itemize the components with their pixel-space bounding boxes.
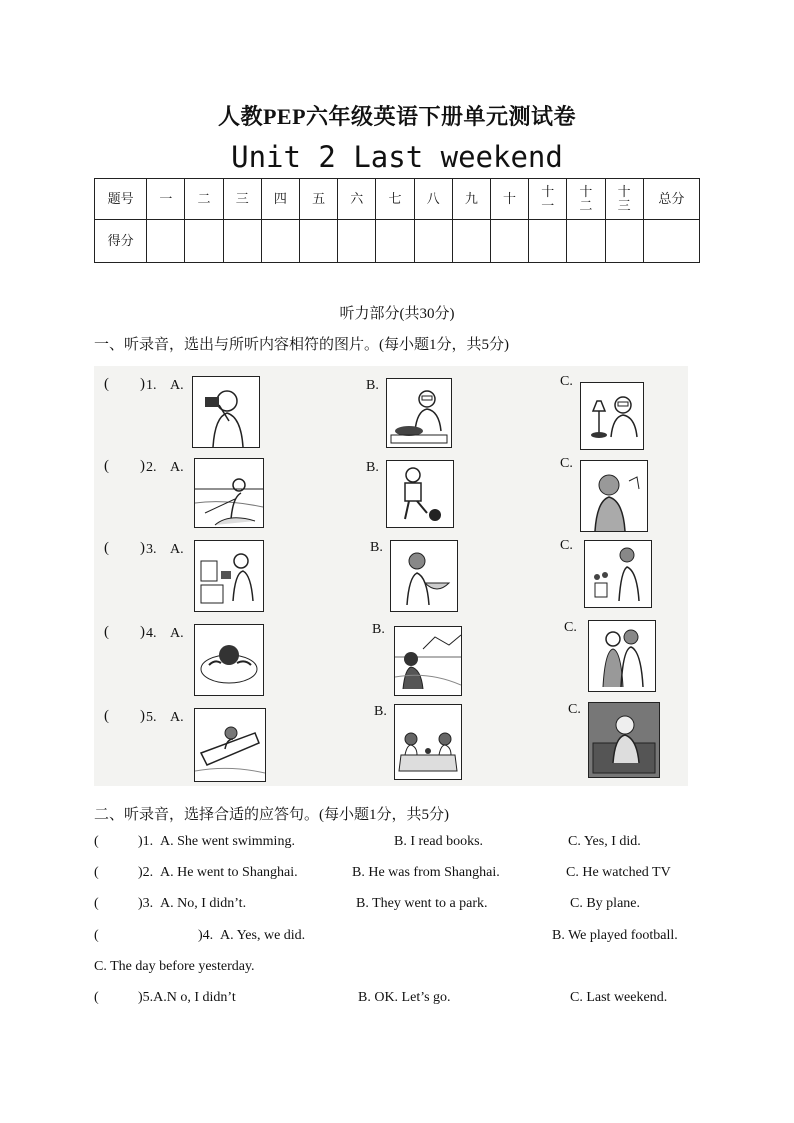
option-c: C. Last weekend.	[570, 990, 668, 1005]
picture-question-row	[94, 454, 688, 534]
picture-woman-sitting-on-sofa[interactable]	[588, 702, 660, 778]
picture-boy-swimming[interactable]	[194, 624, 264, 696]
option-label: B.	[372, 622, 385, 637]
picture-girl-watering-flowers[interactable]	[584, 540, 652, 608]
option-label: A.	[170, 378, 184, 393]
question-number: 3.	[146, 542, 157, 557]
score-cell: 十	[490, 179, 528, 220]
answer-paren-open: (	[104, 376, 109, 392]
answer-paren: (	[94, 865, 99, 880]
question-number: 5.	[146, 710, 157, 725]
score-cell: 十二	[567, 179, 605, 220]
question-number: 4.	[146, 626, 157, 641]
score-cell: 题号	[95, 179, 147, 220]
option-label: B.	[366, 460, 379, 475]
option-label: B.	[374, 704, 387, 719]
picture-question-row	[94, 620, 688, 700]
score-input-cell[interactable]	[567, 220, 605, 263]
option-c: C. By plane.	[570, 896, 640, 911]
score-input-cell[interactable]	[223, 220, 261, 263]
score-input-cell[interactable]	[185, 220, 223, 263]
answer-paren-close: )	[140, 624, 145, 640]
score-cell: 六	[338, 179, 376, 220]
option-label: A.	[170, 626, 184, 641]
option-label: C.	[560, 374, 573, 389]
answer-paren-close: )	[140, 540, 145, 556]
option-a: A. She went swimming.	[160, 834, 295, 849]
option-b: B. OK. Let’s go.	[358, 990, 451, 1005]
picture-question-row	[94, 702, 688, 782]
option-b: B. I read books.	[394, 834, 484, 849]
score-input-cell[interactable]	[376, 220, 414, 263]
option-label: B.	[370, 540, 383, 555]
score-input-cell[interactable]	[643, 220, 699, 263]
score-cell: 九	[452, 179, 490, 220]
option-a: A. He went to Shanghai.	[160, 865, 298, 880]
picture-boy-playing-football[interactable]	[386, 460, 454, 528]
score-input-cell[interactable]	[414, 220, 452, 263]
picture-question-row	[94, 536, 688, 616]
page-title-en: Unit 2 Last weekend	[231, 140, 563, 174]
picture-girl-cleaning-room[interactable]	[194, 540, 264, 612]
picture-man-cooking[interactable]	[386, 378, 452, 448]
score-input-cell[interactable]	[452, 220, 490, 263]
picture-two-kids-hugging[interactable]	[588, 620, 656, 692]
option-label: A.	[170, 710, 184, 725]
option-c: C. The day before yesterday.	[94, 959, 255, 974]
score-cell: 十三	[605, 179, 643, 220]
score-input-cell[interactable]	[261, 220, 299, 263]
score-cell: 三	[223, 179, 261, 220]
picture-question-row	[94, 372, 688, 452]
question-number: )1.	[138, 834, 154, 849]
picture-boy-on-beach[interactable]	[394, 626, 462, 696]
answer-paren: (	[94, 834, 99, 849]
option-label: C.	[568, 702, 581, 717]
question-number: )4.	[198, 928, 214, 943]
page-title-cn: 人教PEP六年级英语下册单元测试卷	[217, 104, 577, 129]
picture-girl-rowing-boat[interactable]	[194, 708, 266, 782]
listening-section-title: 听力部分(共30分)	[339, 306, 455, 322]
answer-paren-close: )	[140, 458, 145, 474]
answer-paren-open: (	[104, 624, 109, 640]
option-label: C.	[560, 538, 573, 553]
option-label: B.	[366, 378, 379, 393]
part2-heading: 二、听录音，选择合适的应答句。(每小题1分，共5分)	[94, 807, 449, 823]
picture-question-panel	[94, 366, 688, 786]
score-cell: 总分	[643, 179, 699, 220]
question-number: )5.A.N o, I didn’t	[138, 990, 236, 1005]
option-label: A.	[170, 542, 184, 557]
question-number: )3.	[138, 896, 154, 911]
option-label: A.	[170, 460, 184, 475]
score-table-score-row	[95, 220, 700, 263]
score-input-cell[interactable]	[338, 220, 376, 263]
score-table	[94, 178, 700, 263]
option-a: A. Yes, we did.	[220, 928, 306, 943]
option-label: C.	[560, 456, 573, 471]
score-cell: 四	[261, 179, 299, 220]
part1-heading: 一、听录音，选出与所听内容相符的图片。(每小题1分，共5分)	[94, 337, 509, 353]
answer-paren-open: (	[104, 458, 109, 474]
option-c: C. Yes, I did.	[568, 834, 641, 849]
picture-man-taking-photo[interactable]	[192, 376, 260, 448]
answer-paren-close: )	[140, 708, 145, 724]
picture-man-reading-with-lamp[interactable]	[580, 382, 644, 450]
score-input-cell[interactable]	[490, 220, 528, 263]
answer-paren: (	[94, 928, 99, 943]
score-cell: 二	[185, 179, 223, 220]
picture-boy-fishing[interactable]	[194, 458, 264, 528]
score-cell: 十一	[529, 179, 567, 220]
score-input-cell[interactable]	[529, 220, 567, 263]
score-input-cell[interactable]	[300, 220, 338, 263]
question-number: 2.	[146, 460, 157, 475]
score-row-label: 得分	[95, 220, 147, 263]
answer-paren-open: (	[104, 708, 109, 724]
score-input-cell[interactable]	[605, 220, 643, 263]
answer-paren: (	[94, 990, 99, 1005]
option-b: B. They went to a park.	[356, 896, 488, 911]
answer-paren: (	[94, 896, 99, 911]
score-cell: 一	[147, 179, 185, 220]
score-cell: 五	[300, 179, 338, 220]
picture-girl-by-window[interactable]	[580, 460, 648, 532]
answer-paren-close: )	[140, 376, 145, 392]
picture-girl-washing-bowl[interactable]	[390, 540, 458, 612]
answer-paren-open: (	[104, 540, 109, 556]
score-input-cell[interactable]	[147, 220, 185, 263]
question-number: )2.	[138, 865, 154, 880]
option-a: A. No, I didn’t.	[160, 896, 247, 911]
option-b: B. He was from Shanghai.	[352, 865, 500, 880]
option-label: C.	[564, 620, 577, 635]
score-cell: 八	[414, 179, 452, 220]
option-b: B. We played football.	[552, 928, 678, 943]
score-cell: 七	[376, 179, 414, 220]
picture-kids-picnic[interactable]	[394, 704, 462, 780]
option-c: C. He watched TV	[566, 865, 671, 880]
question-number: 1.	[146, 378, 157, 393]
score-table-header-row	[95, 179, 700, 220]
